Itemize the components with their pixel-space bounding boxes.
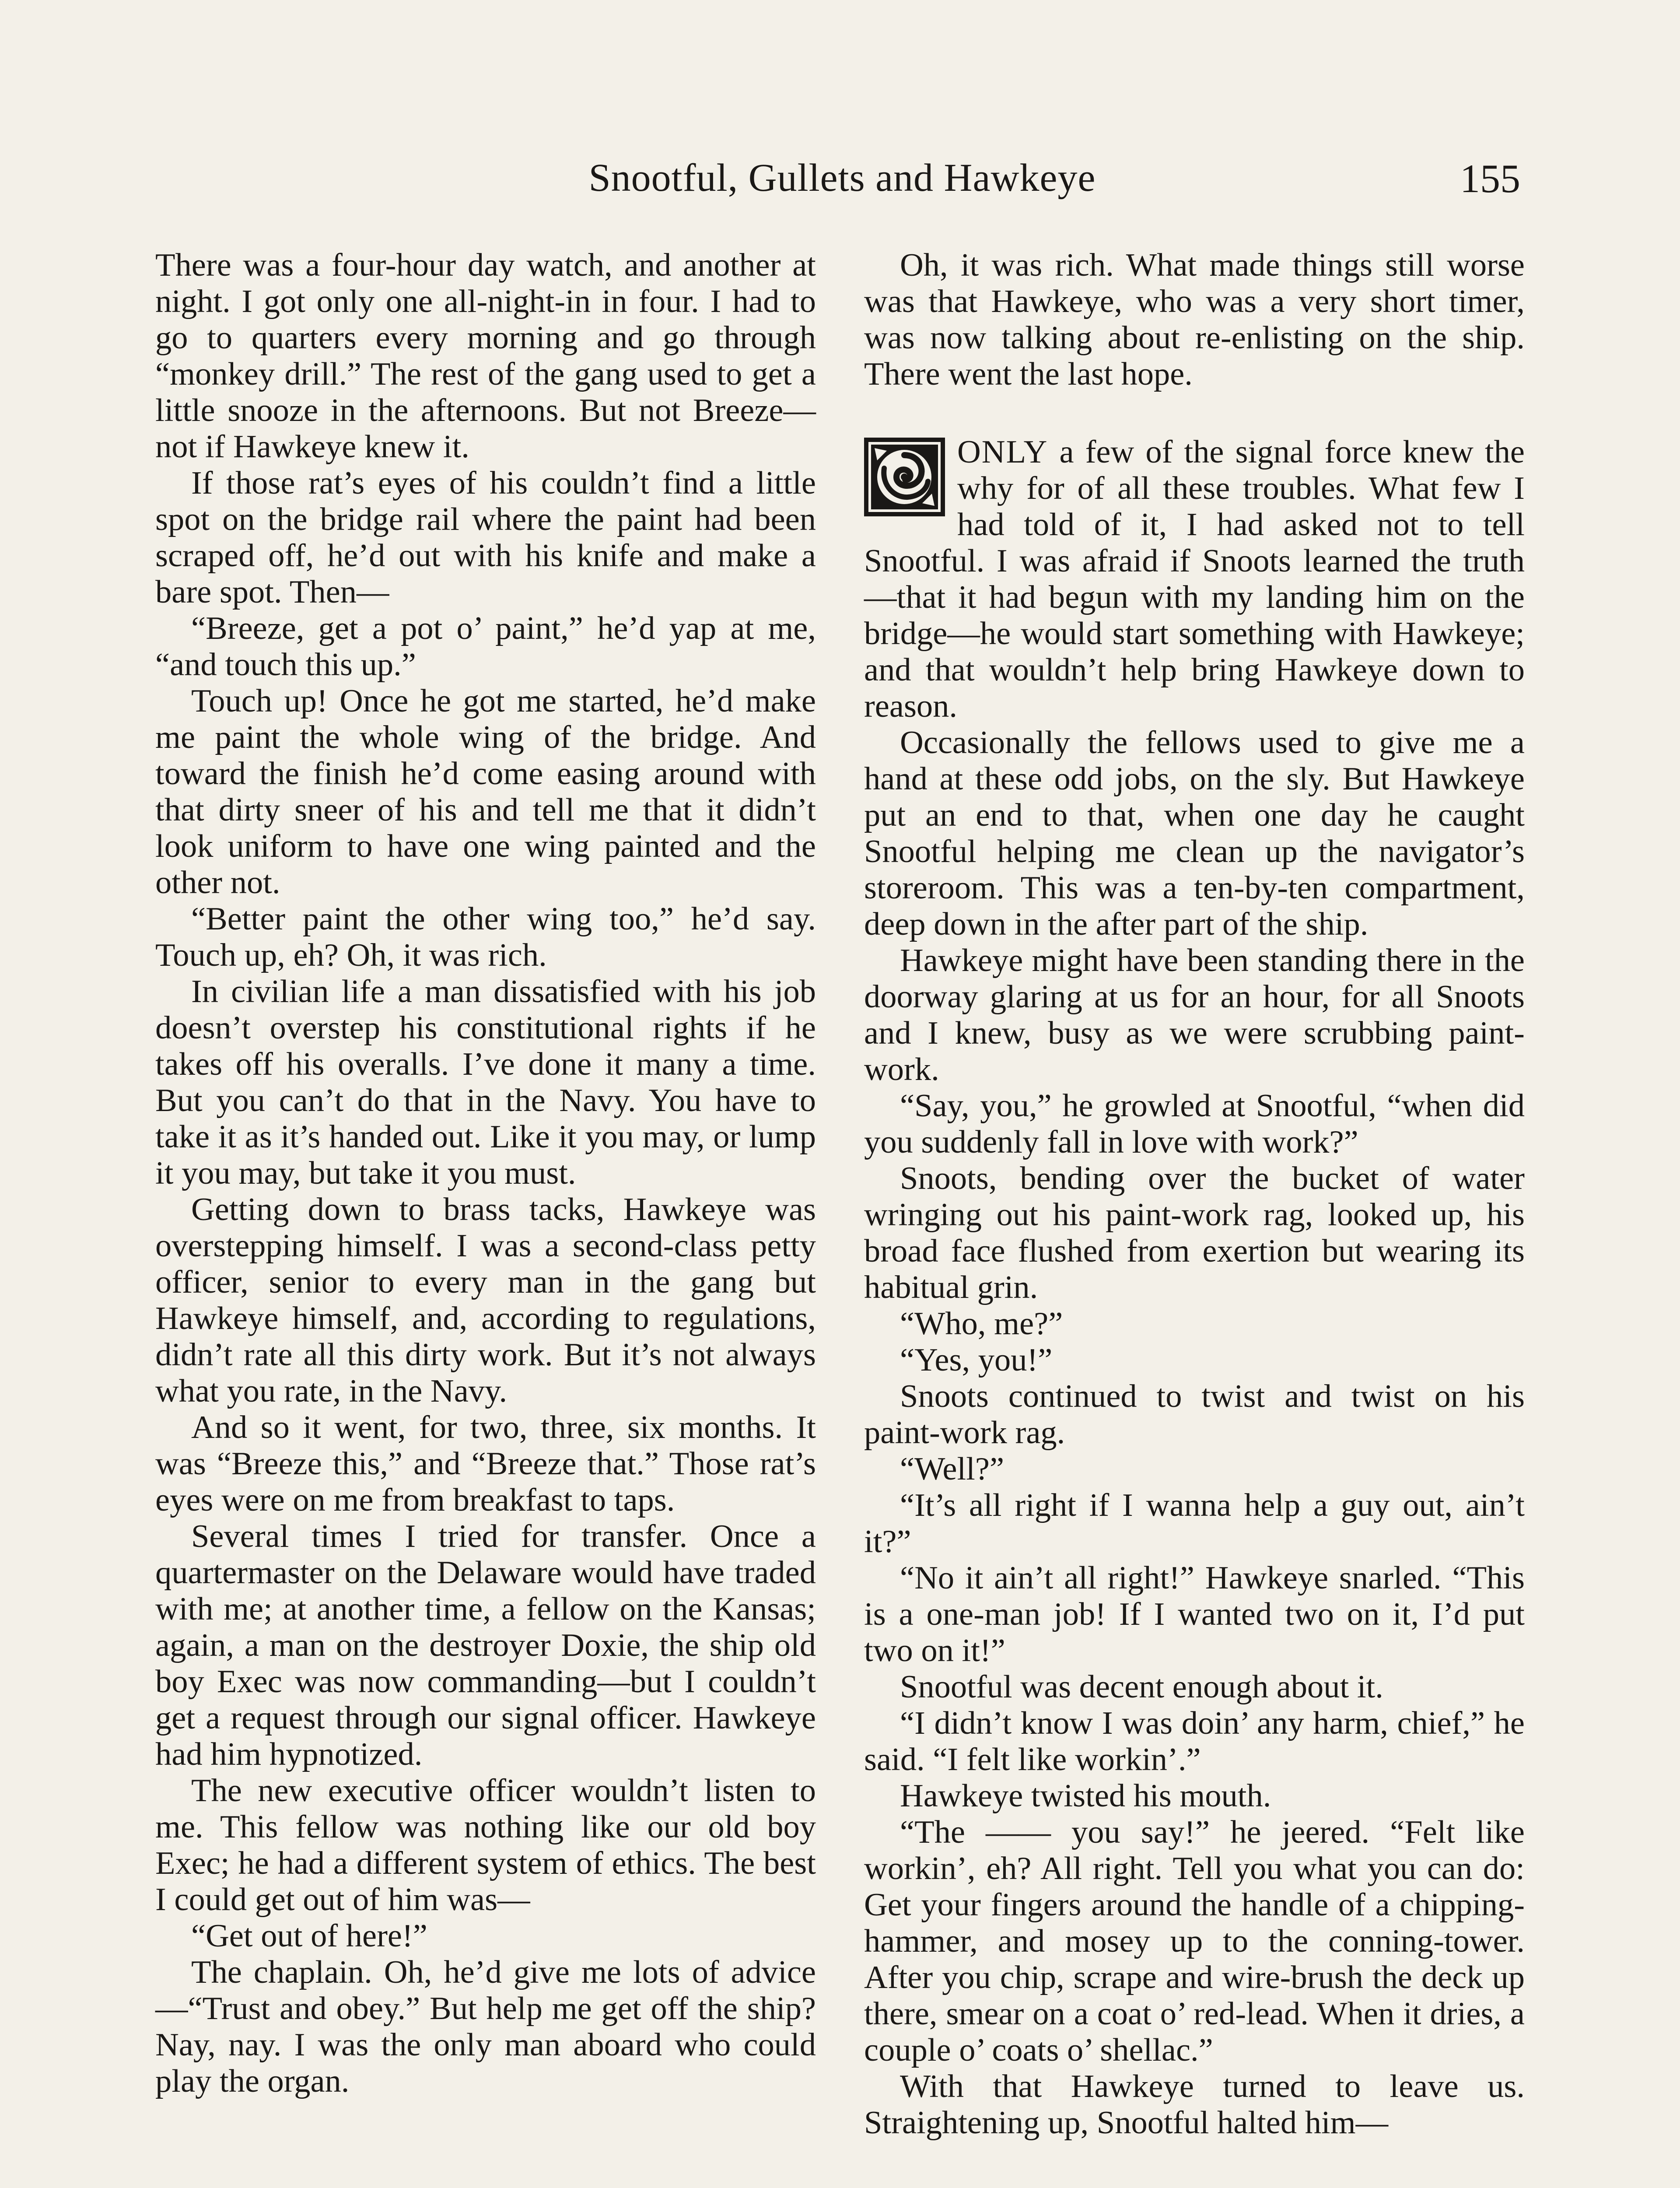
paragraph: If those rat’s eyes of his couldn’t find a little spot on the bridge rail where the paint had been scraped off, he’d out with his knife and make a bare spot. Then— [155,465,816,610]
paragraph: “The —— you say!” he jeered. “Felt like workin’, eh? All right. Tell you what you can do: Get your fingers around the handle of a chipping-hammer, and mosey up to the conning-tower. After you chip, scrape and wire-brush the deck up there, smear on a coat o’ red-lead. When it dries, a couple o’ coats o’ shellac.” [864,1814,1525,2068]
paragraph: “Who, me?” [900,1306,1063,1342]
paragraph-text: a few of the signal force knew the why for of all these troubles. What few I had told of it, I had asked not to tell Snootful. I was afraid if Snoots learned the truth—that it had begun with my landing him on the bridge—he would start something with Hawkeye; and that wouldn’t help bring Hawkeye down to reason. [864,434,1525,724]
paragraph: “Yes, you!” [900,1342,1053,1378]
paragraph: Oh, it was rich. What made things still worse was that Hawkeye, who was a very short timer, was now talking about re-enlisting on the ship. There went the last hope. [864,247,1525,392]
paragraph: “Get out of here!” [191,1918,427,1954]
running-head: Snootful, Gullets and Hawkeye [588,156,1096,200]
paragraph: In civilian life a man dissatisfied with his job doesn’t overstep his constitutional rights if he takes off his overalls. I’ve done it many a time. But you can’t do that in the Navy. You have to take it as it’s handed out. Like it you may, or lump it you may, but take it you must. [155,974,816,1191]
swirl-ornament-icon [864,438,945,516]
paragraph: “Well?” [900,1451,1004,1487]
page-header [0,155,1680,203]
paragraph: “Breeze, get a pot o’ paint,” he’d yap at me, “and touch this up.” [155,610,816,683]
left-column [155,247,816,2100]
paragraph: Snoots continued to twist and twist on his paint-work rag. [864,1378,1525,1451]
section-opening-paragraph [864,434,1525,725]
paragraph: Snootful was decent enough about it. [900,1669,1383,1705]
right-column [864,247,1525,2141]
paragraph: Occasionally the fellows used to give me a hand at these odd jobs, on the sly. But Hawkeye put an end to that, when one day he caught Snootful helping me clean up the navigator’s storeroom. This was a ten-by-ten compartment, deep down in the after part of the ship. [864,725,1525,942]
opening-word: ONLY [957,434,1048,470]
paragraph: There was a four-hour day watch, and another at night. I got only one all-night-in in four. I had to go to quarters every morning and go through “monkey drill.” The rest of the gang used to get a little snooze in the afternoons. But not Breeze—not if Hawkeye knew it. [155,247,816,465]
paragraph: The chaplain. Oh, he’d give me lots of advice—“Trust and obey.” But help me get off the ship? Nay, nay. I was the only man aboard who could play the organ. [155,1954,816,2099]
paragraph: The new executive officer wouldn’t listen to me. This fellow was nothing like our old boy Exec; he had a different system of ethics. The best I could get out of him was— [155,1773,816,1918]
paragraph: With that Hawkeye turned to leave us. Straightening up, Snootful halted him— [864,2069,1525,2141]
page-number: 155 [1460,156,1520,201]
paragraph: Several times I tried for transfer. Once a quartermaster on the Delaware would have traded with me; at another time, a fellow on the Kansas; again, a man on the destroyer Doxie, the ship old boy Exec was now commanding—but I couldn’t get a request through our signal officer. Hawkeye had him hypnotized. [155,1518,816,1772]
paragraph: “Better paint the other wing too,” he’d say. Touch up, eh? Oh, it was rich. [155,901,816,973]
paragraph: “It’s all right if I wanna help a guy out, ain’t it?” [864,1487,1525,1560]
paragraph: Touch up! Once he got me started, he’d make me paint the whole wing of the bridge. And toward the finish he’d come easing around with that dirty sneer of his and tell me that it didn’t look uniform to have one wing painted and the other not. [155,683,816,901]
paragraph: “I didn’t know I was doin’ any harm, chief,” he said. “I felt like workin’.” [864,1705,1525,1778]
paragraph: “Say, you,” he growled at Snootful, “when did you suddenly fall in love with work?” [864,1088,1525,1160]
paragraph: Hawkeye might have been standing there in the doorway glaring at us for an hour, for all Snoots and I knew, busy as we were scrubbing paint-work. [864,943,1525,1087]
paragraph: And so it went, for two, three, six months. It was “Breeze this,” and “Breeze that.” Those rat’s eyes were on me from breakfast to taps. [155,1410,816,1518]
paragraph: “No it ain’t all right!” Hawkeye snarled. “This is a one-man job! If I wanted two on it, I’d put two on it!” [864,1560,1525,1669]
paragraph: Snoots, bending over the bucket of water wringing out his paint-work rag, looked up, his broad face flushed from exertion but wearing its habitual grin. [864,1161,1525,1305]
paragraph: Hawkeye twisted his mouth. [900,1778,1271,1814]
paragraph: Getting down to brass tacks, Hawkeye was overstepping himself. I was a second-class petty officer, senior to every man in the gang but Hawkeye himself, and, according to regulations, didn’t rate all this dirty work. But it’s not always what you rate, in the Navy. [155,1192,816,1409]
